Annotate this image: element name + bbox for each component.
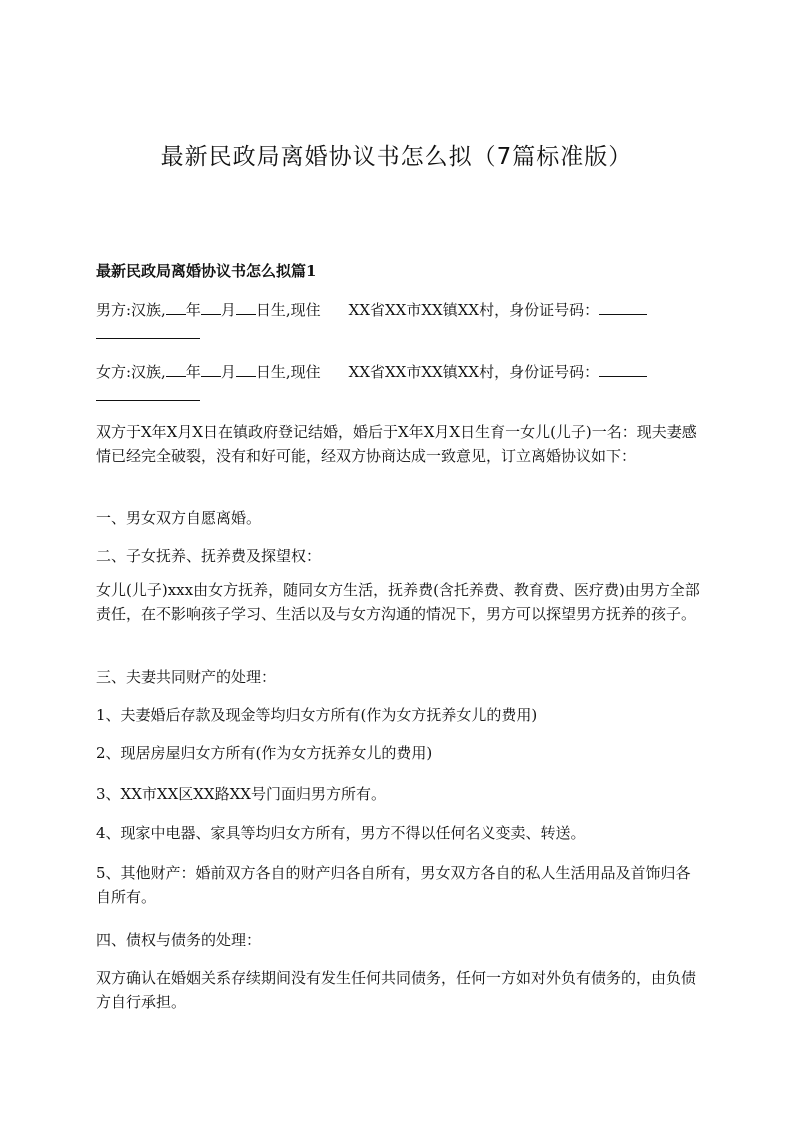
clause-one: 一、男女双方自愿离婚。 [96, 509, 262, 527]
man-prefix: 男方:汉族, [96, 301, 166, 319]
document-title: 最新民政局离婚协议书怎么拟（7篇标准版） [160, 144, 633, 170]
blank-year-line [166, 362, 186, 377]
woman-prefix: 女方:汉族, [96, 363, 166, 381]
blank-day-line [236, 300, 256, 315]
woman-info-line [96, 360, 700, 384]
id-blank-line-continued [96, 399, 200, 401]
property-item-2: 2、现居房屋归女方所有(作为女方抚养女儿的费用) [96, 744, 433, 762]
man-year-label: 年 [185, 301, 201, 319]
clause-two-heading: 二、子女抚养、抚养费及探望权： [96, 547, 322, 565]
id-blank-line-continued [96, 337, 200, 339]
property-item-5: 5、其他财产：婚前双方各自的财产归各自所有，男女双方各自的私人生活用品及首饰归各自所有。 [96, 864, 691, 906]
paragraph-child-custody: 女儿(儿子)xxx由女方抚养，随同女方生活，抚养费(含托养费、教育费、医疗费)由男方全部责任，在不影响孩子学习、生活以及与女方沟通的情况下，男方可以探望男方抚养的孩子。 [96, 581, 700, 623]
section-heading: 最新民政局离婚协议书怎么拟篇1 [96, 262, 317, 280]
man-month-label: 月 [220, 301, 236, 319]
paragraph-debts: 双方确认在婚姻关系存续期间没有发生任何共同债务，任何一方如对外负有债务的，由负债方自行承担。 [96, 969, 697, 1011]
property-item-4: 4、现家中电器、家具等均归女方所有，男方不得以任何名义变卖、转送。 [96, 824, 586, 842]
clause-four-heading: 四、债权与债务的处理： [96, 931, 262, 949]
id-blank-line [599, 362, 647, 377]
woman-day-live: 日生,现住 [255, 363, 321, 381]
man-address: XX省XX市XX镇XX村，身份证号码： [348, 301, 600, 319]
property-item-1: 1、夫妻婚后存款及现金等均归女方所有(作为女方抚养女儿的费用) [96, 706, 538, 724]
blank-month-line [201, 300, 221, 315]
id-blank-line [599, 300, 647, 315]
paragraph-marriage-facts: 双方于X年X月X日在镇政府登记结婚，婚后于X年X月X日生育一女儿(儿子)一名：现夫妻感情已经完全破裂，没有和好可能，经双方协商达成一致意见，订立离婚协议如下： [96, 423, 697, 465]
man-day-live: 日生,现住 [255, 301, 321, 319]
man-info-line [96, 298, 700, 322]
clause-three-heading: 三、夫妻共同财产的处理： [96, 668, 277, 686]
woman-year-label: 年 [185, 363, 201, 381]
blank-day-line [236, 362, 256, 377]
blank-year-line [166, 300, 186, 315]
blank-month-line [201, 362, 221, 377]
property-item-3: 3、XX市XX区XX路XX号门面归男方所有。 [96, 785, 386, 803]
woman-address: XX省XX市XX镇XX村，身份证号码： [348, 363, 600, 381]
woman-month-label: 月 [220, 363, 236, 381]
